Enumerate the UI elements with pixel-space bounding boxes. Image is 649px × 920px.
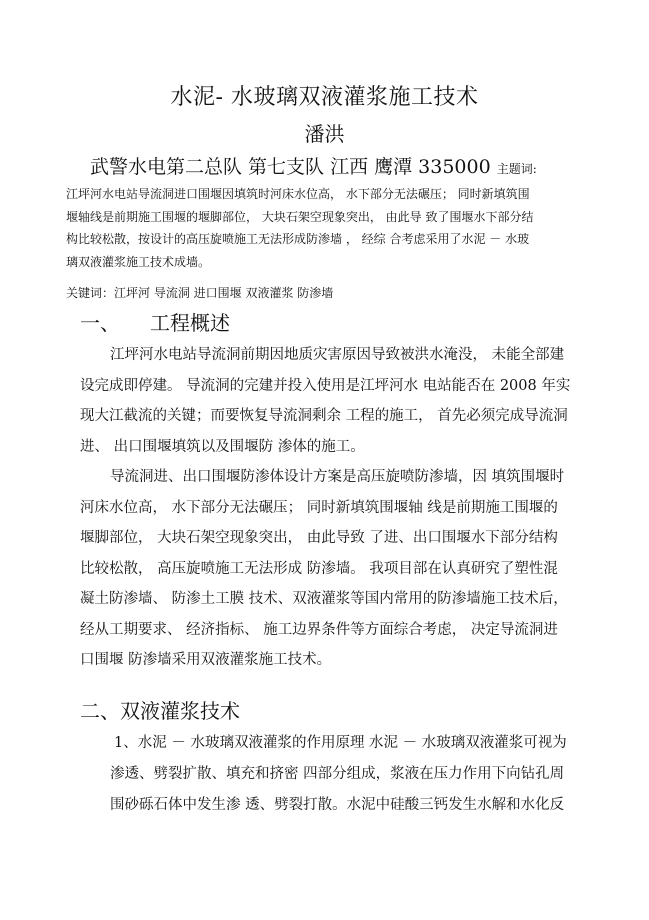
paragraph-line: 设完成即停建。 导流洞的完建并投入使用是江坪河水 电站能否在 2008 年实 bbox=[80, 377, 571, 394]
affiliation-line bbox=[90, 152, 635, 179]
paragraph-line: 凝土防渗墙、 防渗土工膜 技术、双液灌浆等国内常用的防渗墙施工技术后， bbox=[80, 591, 568, 607]
abstract-line: 构比较松散，按设计的高压旋喷施工无法形成防渗墙 ， 经综 合考虑采用了水泥 － 水玻 bbox=[66, 232, 530, 246]
section-number: 二、 bbox=[80, 699, 120, 723]
paragraph-line: 渗透、劈裂扩散、填充和挤密 四部分组成，浆液在压力作用下向钻孔周 bbox=[110, 766, 565, 782]
document-title: 水泥- 水玻璃双液灌浆施工技术 bbox=[170, 85, 479, 110]
paragraph-line: 口围堰 防渗墙采用双液灌浆施工技术。 bbox=[80, 652, 332, 668]
section-number: 一、 bbox=[80, 311, 120, 335]
paragraph-line: 现大江截流的关键；而要恢复导流洞剩余 工程的施工， 首先必须完成导流洞 bbox=[80, 408, 568, 424]
paragraph-line: 比较松散， 高压旋喷施工无法形成 防渗墙。 我项目部在认真研究了塑性混 bbox=[80, 560, 558, 577]
section-heading-2 bbox=[80, 695, 240, 724]
section-title: 工程概述 bbox=[150, 311, 230, 335]
paragraph-line: 江坪河水电站导流洞前期因地质灾害原因导致被洪水淹没， 未能全部建 bbox=[110, 347, 565, 363]
paragraph-line: 围砂砾石体中发生渗 透、劈裂打散。水泥中硅酸三钙发生水解和水化反 bbox=[110, 797, 565, 813]
abstract-line: 江坪河水电站导流洞进口围堰因填筑时河床水位高， 水下部分无法碾压； 同时新填筑围 bbox=[66, 187, 530, 201]
paragraph-line: 河床水位高， 水下部分无法碾压； 同时新填筑围堰轴 线是前期施工围堰的 bbox=[80, 499, 558, 516]
abstract-line: 堰轴线是前期施工围堰的堰脚部位， 大块石架空现象突出， 由此导 致了围堰水下部分结 bbox=[66, 209, 534, 224]
paragraph-line: 1、水泥 － 水玻璃双液灌浆的作用原理 水泥 － 水玻璃双液灌浆可视为 bbox=[114, 735, 567, 751]
abstract-line: 璃双液灌浆施工技术成墙。 bbox=[66, 254, 211, 269]
abstract-block bbox=[66, 183, 566, 273]
section2-paragraph-1 bbox=[80, 728, 580, 821]
paragraph-line: 经从工期要求、 经济指标、 施工边界条件等方面综合考虑， 决定导流洞进 bbox=[80, 621, 558, 638]
paragraph-line: 进、 出口围堰填筑以及围堰防 渗体的施工。 bbox=[80, 438, 365, 455]
paragraph-line: 导流洞进、出口围堰防渗体设计方案是高压旋喷防渗墙，因 填筑围堰时 bbox=[110, 469, 565, 485]
abstract-label: 主题词: bbox=[496, 162, 537, 176]
paragraph-line: 堰脚部位， 大块石架空现象突出， 由此导致 了进、出口围堰水下部分结构 bbox=[80, 530, 558, 546]
author-name: 潘洪 bbox=[304, 122, 345, 146]
section1-paragraph-2 bbox=[80, 462, 580, 676]
affiliation-text: 武警水电第二总队 第七支队 江西 鹰潭 335000 bbox=[90, 156, 491, 178]
section-heading-1 bbox=[80, 307, 230, 336]
keywords-line: 关键词：江坪河 导流洞 进口围堰 双液灌浆 防渗墙 bbox=[66, 286, 334, 300]
section-title: 双液灌浆技术 bbox=[120, 699, 240, 723]
section1-paragraph-1 bbox=[80, 340, 580, 462]
